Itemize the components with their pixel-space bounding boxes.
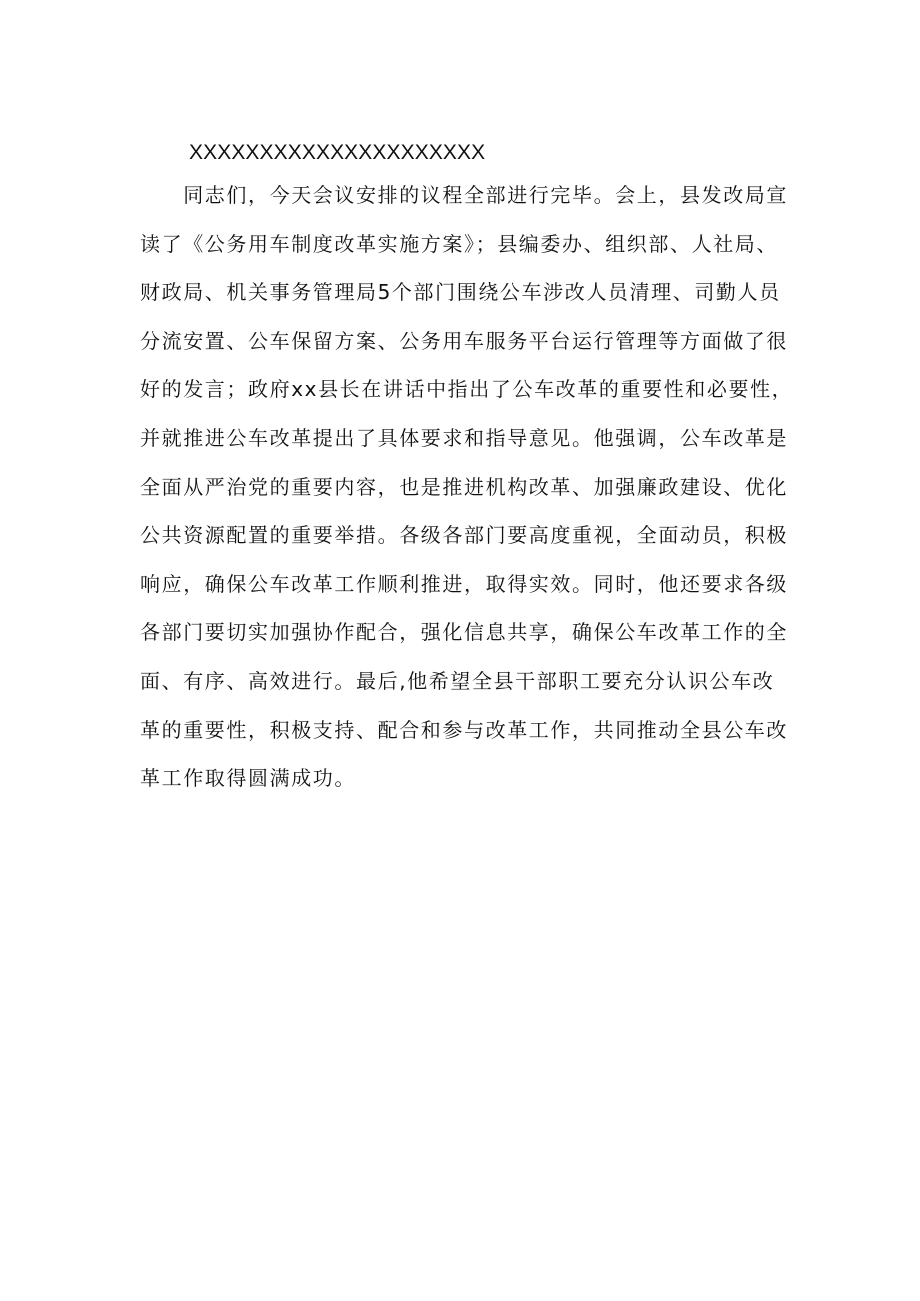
body-line: 同志们，今天会议安排的议程全部进行完毕。会上，县发改局宣 (140, 183, 788, 207)
body-line: 各部门要切实加强协作配合，强化信息共享，确保公车改革工作的全 (140, 620, 788, 645)
body-line: 响应，确保公车改革工作顺利推进，取得实效。同时，他还要求各级 (140, 571, 788, 596)
body-line: 并就推进公车改革提出了具体要求和指导意见。他强调，公车改革是 (140, 425, 788, 450)
body-line: 好的发言；政府xx县长在讲话中指出了公车改革的重要性和必要性， (140, 377, 794, 402)
body-line: 读了《公务用车制度改革实施方案》；县编委办、组织部、人社局、 (140, 231, 778, 256)
body-line: 全面从严治党的重要内容，也是推进机构改革、加强廉政建设、优化 (140, 474, 788, 499)
document-body (140, 171, 794, 803)
body-line: 公共资源配置的重要举措。各级各部门要高度重视，全面动员，积极 (140, 523, 788, 548)
body-line: 革工作取得圆满成功。 (140, 766, 356, 791)
document-heading: XXXXXXXXXXXXXXXXXXXXX (189, 141, 486, 164)
body-line: 面、有序、高效进行。最后,他希望全县干部职工要充分认识公车改 (140, 668, 775, 693)
body-line: 财政局、机关事务管理局5个部门围绕公车涉改人员清理、司勤人员 (140, 280, 781, 305)
body-line: 革的重要性，积极支持、配合和参与改革工作，共同推动全县公车改 (140, 717, 788, 742)
body-line: 分流安置、公车保留方案、公务用车服务平台运行管理等方面做了很 (140, 328, 788, 353)
